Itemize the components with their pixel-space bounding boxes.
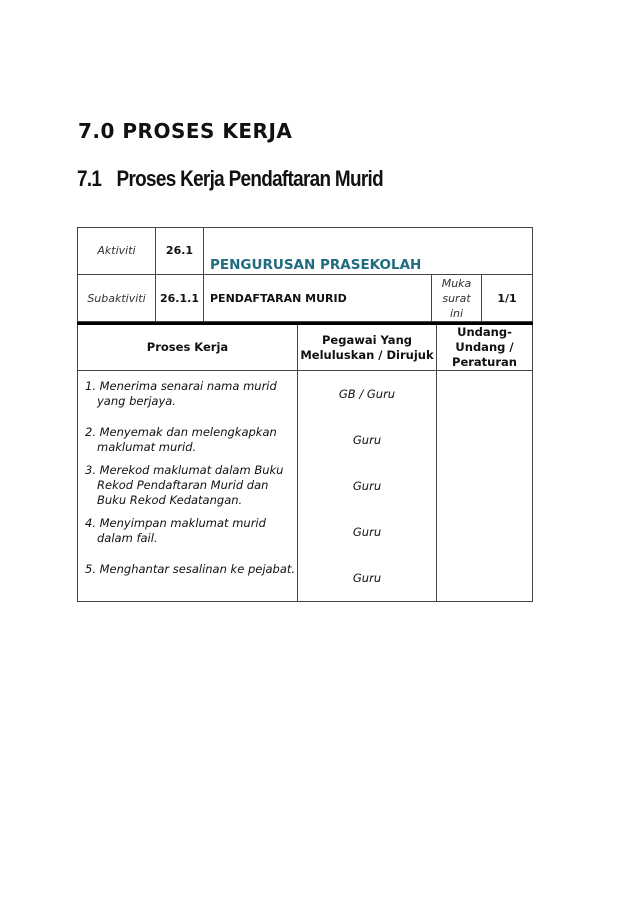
officer-item: Guru <box>352 479 382 493</box>
subsection-title: Proses Kerja Pendaftaran Murid <box>116 166 383 191</box>
muka-surat-value: 1/1 <box>482 275 533 322</box>
officers-cell <box>298 371 437 602</box>
officer-item: GB / Guru <box>338 387 396 401</box>
subsection-number: 7.1 <box>77 166 102 191</box>
subaktiviti-code: 26.1.1 <box>156 275 204 322</box>
officer-item: Guru <box>352 433 382 447</box>
subsection-heading <box>77 166 383 192</box>
officer-item: Guru <box>352 525 382 539</box>
step-item: 4. Menyimpan maklumat murid dalam fail. <box>85 516 266 545</box>
step-item: 3. Merekod maklumat dalam Buku Rekod Pendaftaran Murid dan Buku Rekod Kedatangan. <box>85 463 284 507</box>
subaktiviti-label: Subaktiviti <box>78 275 156 322</box>
aktiviti-label: Aktiviti <box>78 228 156 275</box>
col-header-pegawai: Pegawai Yang Meluluskan / Dirujuk <box>298 324 437 371</box>
aktiviti-code: 26.1 <box>156 228 204 275</box>
aktiviti-name: PENGURUSAN PRASEKOLAH <box>204 228 533 275</box>
col-header-proses: Proses Kerja <box>78 324 298 371</box>
muka-surat-label: Muka surat ini <box>432 275 482 322</box>
officer-item: Guru <box>352 571 382 585</box>
section-title: 7.0 PROSES KERJA <box>78 119 293 143</box>
activity-header-table <box>77 227 533 322</box>
subaktiviti-name: PENDAFTARAN MURID <box>204 275 432 322</box>
step-item: 5. Menghantar sesalinan ke pejabat. <box>85 562 296 576</box>
step-item: 1. Menerima senarai nama murid yang berjaya. <box>85 379 277 408</box>
steps-cell <box>78 371 298 602</box>
col-header-undang: Undang-Undang / Peraturan <box>437 324 533 371</box>
table-row <box>78 371 533 602</box>
process-table <box>77 322 533 602</box>
regulations-cell <box>437 371 533 602</box>
step-item: 2. Menyemak dan melengkapkan maklumat murid. <box>85 425 277 454</box>
